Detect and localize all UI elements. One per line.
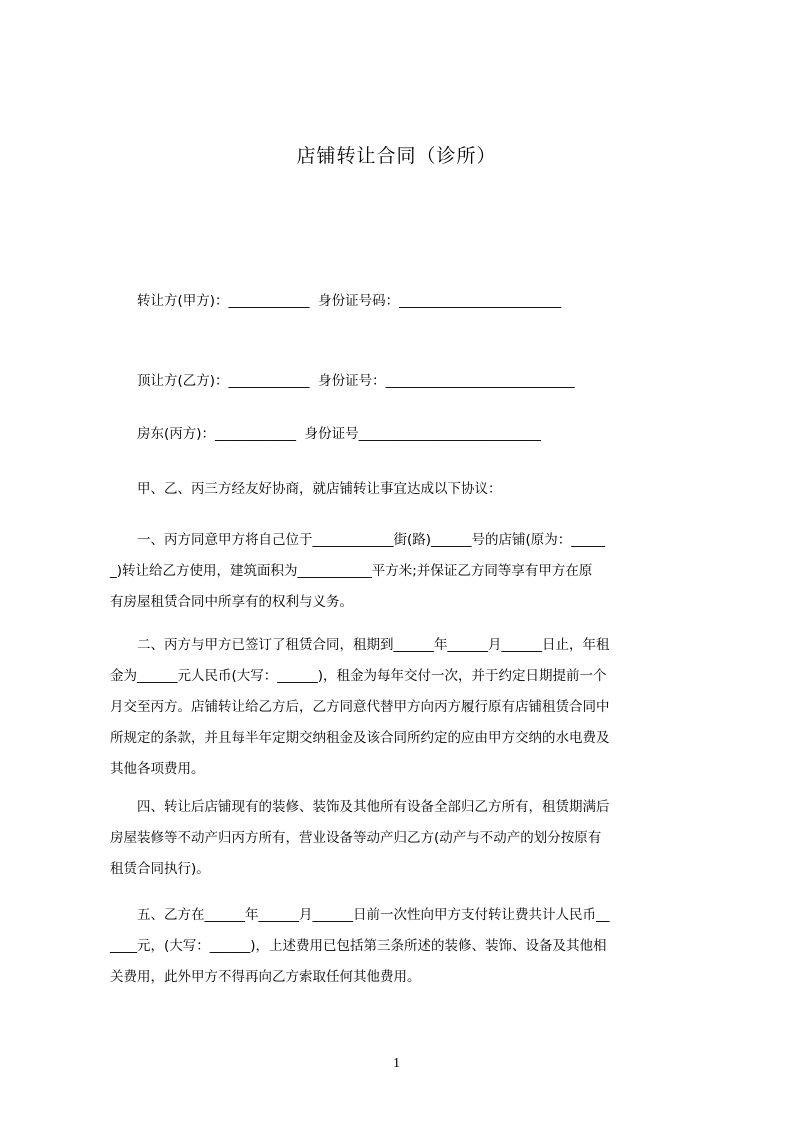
clause-5-line: 五、乙方在______年______月______日前一次性向甲方支付转让费共计人民币__ bbox=[137, 907, 610, 923]
clause-4-line: 四、转让后店铺现有的装修、装饰及其他所有设备全部归乙方所有，租赁期满后 bbox=[137, 799, 610, 815]
clause-1-line: 有房屋租赁合同中所享有的权利与义务。 bbox=[110, 594, 353, 610]
clause-2-line: 月交至丙方。店铺转让给乙方后，乙方同意代替甲方向丙方履行原有店铺租赁合同中 bbox=[110, 699, 610, 715]
clause-4-paragraph bbox=[110, 792, 702, 885]
preamble-paragraph: 甲、乙、丙三方经友好协商，就店铺转让事宜达成以下协议： bbox=[137, 481, 502, 497]
clause-1-paragraph bbox=[110, 525, 702, 618]
clause-2-line: 二、丙方与甲方已签订了租赁合同，租期到______年______月______日止，年租 bbox=[137, 637, 610, 653]
document-title: 店铺转让合同（诊所） bbox=[296, 145, 497, 167]
clause-2-line: 其他各项费用。 bbox=[110, 761, 205, 777]
clause-5-paragraph bbox=[110, 900, 702, 993]
transferor-line: 转让方(甲方)：____________ 身份证号码：________________________ bbox=[137, 293, 562, 309]
page-number: 1 bbox=[393, 1056, 400, 1071]
clause-1-line: _)转让给乙方使用，建筑面积为___________平方米;并保证乙方同等享有甲方在原 bbox=[110, 563, 593, 579]
clause-5-line: ____元，(大写：______)，上述费用已包括第三条所述的装修、装饰、设备及其他相 bbox=[110, 938, 607, 954]
clause-2-line: 所规定的条款，并且每半年定期交纳租金及该合同所约定的应由甲方交纳的水电费及 bbox=[110, 730, 610, 746]
clause-4-line: 房屋装修等不动产归丙方所有，营业设备等动产归乙方(动产与不动产的划分按原有 bbox=[110, 830, 602, 846]
clause-2-paragraph bbox=[110, 630, 702, 785]
transferee-line: 顶让方(乙方)：____________ 身份证号：____________________________ bbox=[137, 373, 575, 389]
clause-4-line: 租赁合同执行)。 bbox=[110, 861, 210, 877]
landlord-line: 房东(丙方)：____________ 身份证号___________________________ bbox=[137, 426, 541, 442]
clause-2-line: 金为______元人民币(大写：______)，租金为每年交付一次，并于约定日期提前一个 bbox=[110, 668, 607, 684]
clause-1-line: 一、丙方同意甲方将自己位于____________街(路)______号的店铺(原为：_____ bbox=[137, 532, 606, 548]
clause-5-line: 关费用，此外甲方不得再向乙方索取任何其他费用。 bbox=[110, 969, 421, 985]
